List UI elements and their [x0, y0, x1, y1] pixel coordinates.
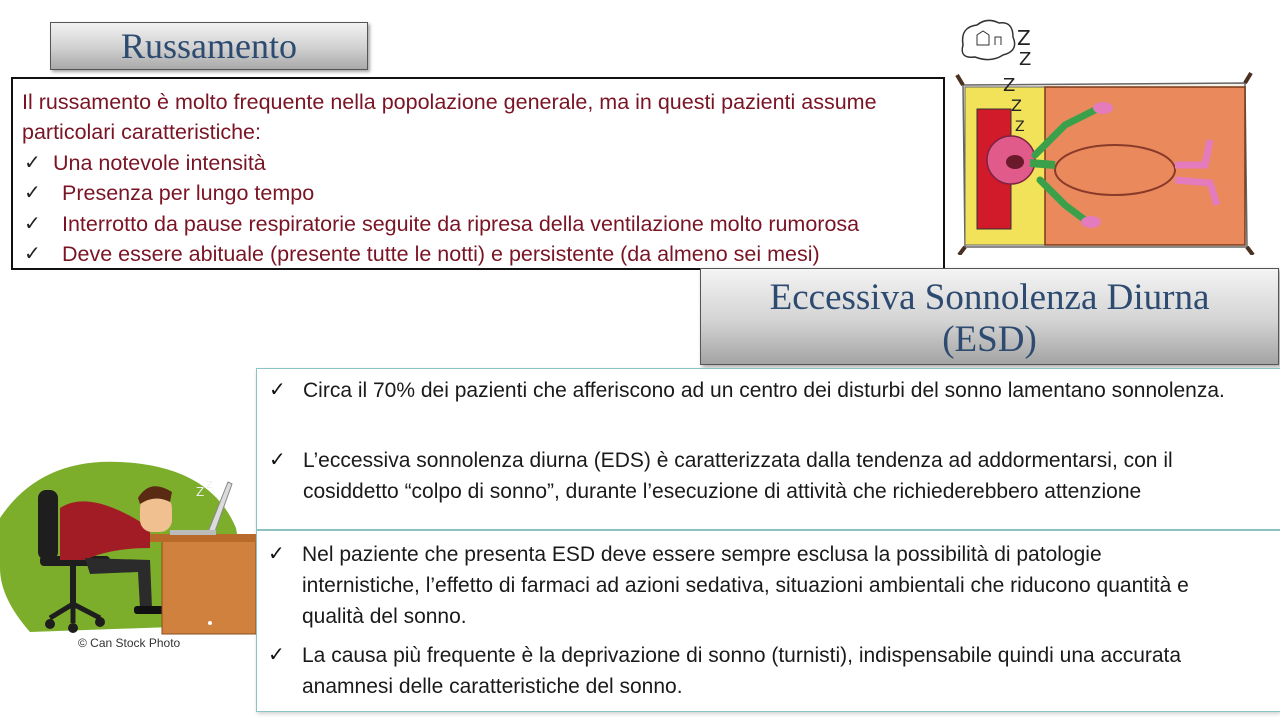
- check-icon: ✓: [268, 543, 285, 565]
- sleep-z-glyph: Z: [1011, 96, 1022, 115]
- esd-box-1: [256, 368, 1280, 530]
- list-item: ✓ La causa più frequente è la deprivazione di sonno (turnisti), indispensabile quindi una accurata anamnesi delle caratteristiche del sonno.: [302, 640, 1277, 702]
- sleeping-child-drawing: [955, 15, 1255, 255]
- russamento-title: [50, 22, 368, 70]
- esd-title-line1: Eccessiva Sonnolenza Diurna: [769, 277, 1210, 318]
- check-icon: ✓: [269, 449, 286, 471]
- check-icon: ✓: [24, 243, 41, 266]
- russamento-intro: Il russamento è molto frequente nella popolazione generale, ma in questi pazienti assume particolari caratteristiche:: [22, 90, 877, 145]
- check-icon: ✓: [268, 644, 285, 666]
- check-icon: ✓: [24, 151, 41, 174]
- list-item: ✓ L’eccessiva sonnolenza diurna (EDS) è caratterizzata dalla tendenza ad addormentarsi, con il cosiddetto “colpo di sonno”, durante l’esecuzione di attività che richiederebbero attenzione: [303, 445, 1253, 507]
- esd-box-2: [256, 530, 1280, 712]
- sleep-z-glyph: Z: [1017, 26, 1031, 50]
- russamento-box: [11, 77, 945, 270]
- esd-title: [700, 268, 1279, 365]
- russamento-title-text: Russamento: [121, 26, 297, 66]
- check-icon: ✓: [24, 182, 41, 205]
- list-item: ✓ Presenza per lungo tempo: [22, 178, 943, 208]
- sleep-z-glyph: Z: [1003, 75, 1016, 96]
- check-icon: ✓: [24, 212, 41, 235]
- check-icon: ✓: [269, 379, 286, 401]
- list-item: ✓ Nel paziente che presenta ESD deve essere sempre esclusa la possibilità di patologie internistiche, l’effetto di farmaci ad azioni sedativa, situazioni ambientali che riducono quantità e qualità del sonno.: [302, 539, 1222, 632]
- sleep-z-glyph: Z: [196, 485, 205, 499]
- image-credit: © Can Stock Photo: [78, 636, 181, 650]
- list-item: ✓ Una notevole intensità: [22, 148, 943, 178]
- sleep-z-glyph: Z: [1019, 49, 1032, 70]
- list-item: ✓ Circa il 70% dei pazienti che afferiscono ad un centro dei disturbi del sonno lamentano sonnolenza.: [303, 375, 1253, 406]
- esd-title-line2: (ESD): [942, 319, 1037, 360]
- russamento-list: [22, 148, 943, 270]
- list-item: ✓ Deve essere abituale (presente tutte le notti) e persistente (da almeno sei mesi): [22, 239, 943, 269]
- sleepy-worker-illustration: [0, 448, 256, 638]
- list-item: ✓ Interrotto da pause respiratorie seguite da ripresa della ventilazione molto rumorosa: [22, 209, 943, 239]
- sleep-z-glyph: Z: [206, 480, 213, 491]
- sleep-z-glyph: Z: [1015, 119, 1025, 135]
